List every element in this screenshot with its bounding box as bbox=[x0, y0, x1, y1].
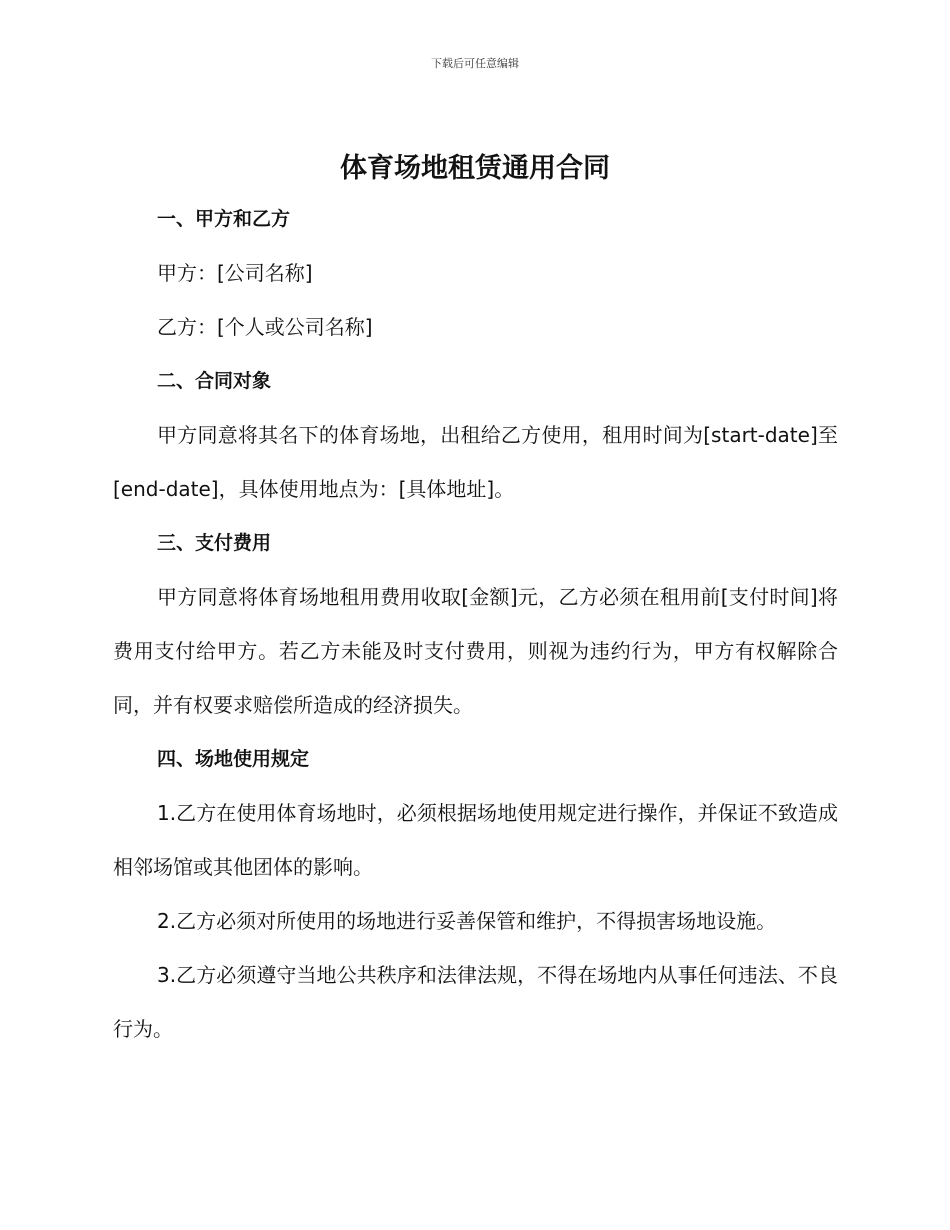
party-b-line: 乙方：[个人或公司名称] bbox=[157, 315, 373, 339]
document-body bbox=[113, 192, 838, 1056]
header-note: 下载后可任意编辑 bbox=[431, 57, 519, 70]
section-heading: 二、合同对象 bbox=[157, 370, 272, 392]
section-parties bbox=[113, 192, 838, 354]
section-heading: 一、甲方和乙方 bbox=[157, 208, 291, 230]
paragraph: 甲方同意将体育场地租用费用收取[金额]元，乙方必须在租用前[支付时间]将费用支付给甲方。若乙方未能及时支付费用，则视为违约行为，甲方有权解除合同，并有权要求赔偿所造成的经济损失。 bbox=[113, 585, 838, 717]
section-payment bbox=[113, 516, 838, 732]
section-heading: 三、支付费用 bbox=[157, 532, 272, 554]
document-title: 体育场地租赁通用合同 bbox=[340, 153, 610, 184]
rule-item: 3.乙方必须遵守当地公共秩序和法律法规，不得在场地内从事任何违法、不良行为。 bbox=[113, 963, 838, 1041]
rule-item: 2.乙方必须对所使用的场地进行妥善保管和维护，不得损害场地设施。 bbox=[157, 909, 777, 933]
rule-item: 1.乙方在使用体育场地时，必须根据场地使用规定进行操作，并保证不致造成相邻场馆或其他团体的影响。 bbox=[113, 801, 838, 879]
section-contract-object bbox=[113, 354, 838, 516]
paragraph: 甲方同意将其名下的体育场地，出租给乙方使用，租用时间为[start-date]至[end-date]，具体使用地点为：[具体地址]。 bbox=[113, 423, 838, 501]
section-heading: 四、场地使用规定 bbox=[157, 748, 310, 770]
section-venue-rules bbox=[113, 732, 838, 1056]
party-a-line: 甲方：[公司名称] bbox=[157, 261, 313, 285]
